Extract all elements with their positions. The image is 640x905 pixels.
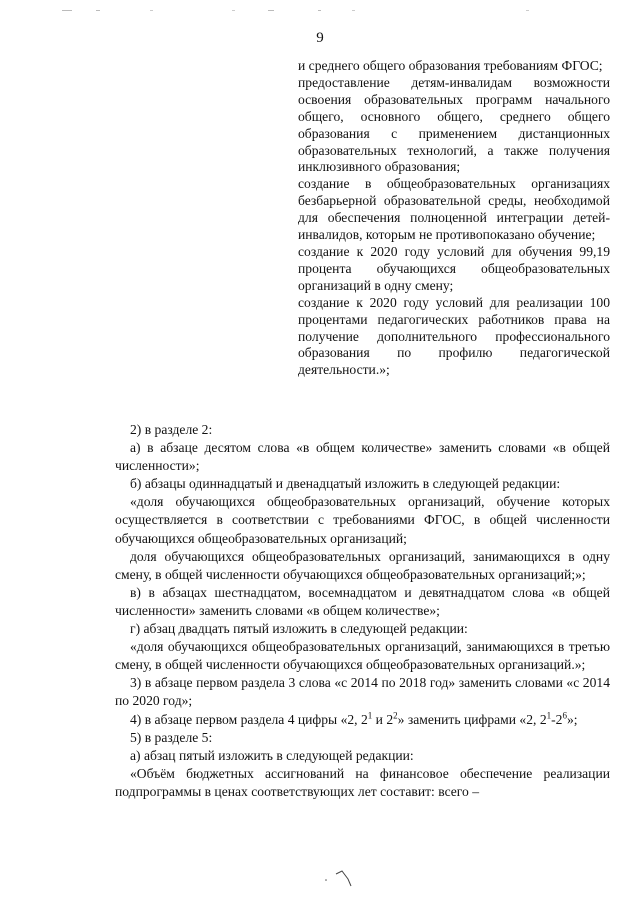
paragraph-with-superscripts xyxy=(115,711,610,729)
paragraph: создание к 2020 году условий для реализации 100 процентами педагогических работников права на получение дополнительного профессионального образования по профилю педагогической деятельности.»; xyxy=(298,294,610,378)
paragraph: 3) в абзаце первом раздела 3 слова «с 2014 по 2018 год» заменить словами «с 2014 по 2020 год»; xyxy=(115,675,610,709)
paragraph: а) абзац пятый изложить в следующей редакции: xyxy=(130,747,414,763)
amendment-text-block xyxy=(298,58,610,379)
paragraph: 5) в разделе 5: xyxy=(130,729,213,745)
main-text-block xyxy=(115,421,610,801)
paragraph: «доля обучающихся общеобразовательных организаций, обучение которых осуществляется в соответствии с требованиями ФГОС, в общей численности обучающихся общеобразовательных организаций; xyxy=(115,494,610,546)
text-run: » заменить цифрами «2, 2 xyxy=(397,711,547,727)
superscript: 6 xyxy=(562,709,567,720)
paragraph: создание к 2020 году условий для обучения 99,19 процента обучающихся общеобразовательных организаций в одну смену; xyxy=(298,243,610,293)
paragraph: и среднего общего образования требованиям ФГОС; xyxy=(298,58,603,73)
paragraph: «Объём бюджетных ассигнований на финансовое обеспечение реализации подпрограммы в ценах соответствующих лет составит: всего – xyxy=(115,765,610,799)
paragraph: создание в общеобразовательных организациях безбарьерной образовательной среды, необходимой для обеспечения полноценной интеграции детей-инвалидов, которым не противопоказано обучение; xyxy=(298,176,610,243)
paragraph: «доля обучающихся общеобразовательных организаций, занимающихся в третью смену, в общей численности обучающихся общеобразовательных организаций.»; xyxy=(115,639,610,673)
paragraph: в) в абзацах шестнадцатом, восемнадцатом и девятнадцатом слова «в общей численности» заменить словами «в общем количестве»; xyxy=(115,584,610,618)
text-run: и 2 xyxy=(372,711,394,727)
page-number: 9 xyxy=(316,30,324,46)
paragraph: г) абзац двадцать пятый изложить в следующей редакции: xyxy=(130,621,468,637)
text-run: -2 xyxy=(551,711,563,727)
superscript: 1 xyxy=(367,709,373,720)
paragraph: 2) в разделе 2: xyxy=(130,422,213,437)
paragraph: доля обучающихся общеобразовательных организаций, занимающихся в одну смену, в общей численности обучающихся общеобразовательных организаций;»; xyxy=(115,548,610,582)
text-run: 4) в абзаце первом раздела 4 цифры «2, 2 xyxy=(130,711,368,727)
paragraph: предоставление детям-инвалидам возможности освоения образовательных программ начального общего, основного общего, среднего общего образования с применением дистанционных образовательных технологий, а также получения инклюзивного образования; xyxy=(298,74,610,175)
paragraph: а) в абзаце десятом слова «в общем количестве» заменить словами «в общей численности»; xyxy=(115,440,610,474)
superscript: 1 xyxy=(546,709,552,720)
text-run: »; xyxy=(566,711,578,727)
superscript: 2 xyxy=(393,709,398,720)
paragraph: б) абзацы одиннадцатый и двенадцатый изложить в следующей редакции: xyxy=(130,476,561,492)
